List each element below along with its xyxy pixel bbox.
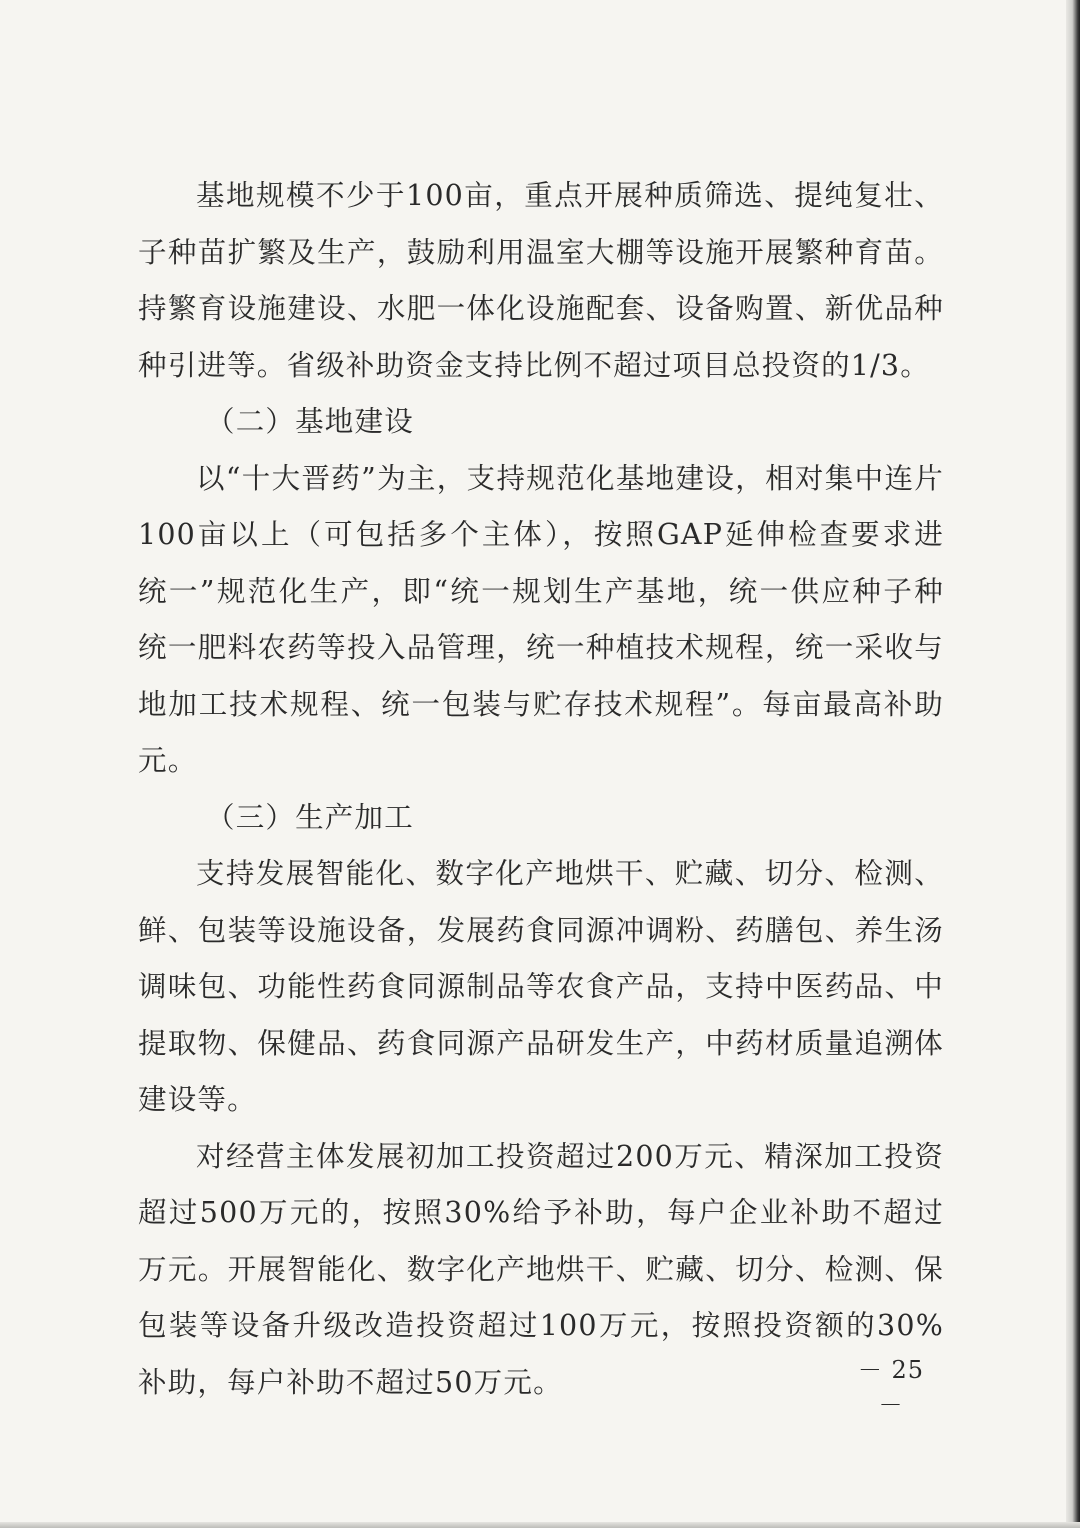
paragraph-line: 调味包、功能性药食同源制品等农食产品，支持中医药品、中: [138, 970, 944, 1003]
section-heading: （三）生产加工: [206, 800, 414, 834]
paragraph-line: 子种苗扩繁及生产，鼓励利用温室大棚等设施开展繁种育苗。: [138, 235, 944, 269]
scan-bottom-edge: [0, 1522, 1080, 1528]
paragraph-line: 元。: [138, 744, 198, 777]
paragraph-line: 地加工技术规程、统一包装与贮存技术规程”。每亩最高补助: [138, 687, 944, 721]
paragraph-line: 提取物、保健品、药食同源产品研发生产，中药材质量追溯体: [138, 1026, 944, 1060]
paragraph-line: 超过500万元的，按照30%给予补助，每户企业补助不超过: [138, 1196, 944, 1229]
paragraph-line: 持繁育设施建设、水肥一体化设施配套、设备购置、新优品种: [138, 292, 944, 325]
paragraph-line: 万元。开展智能化、数字化产地烘干、贮藏、切分、检测、保: [138, 1252, 944, 1286]
body-text: [138, 168, 944, 1411]
section-heading: （二）基地建设: [206, 405, 414, 438]
paragraph-line: 统一肥料农药等投入品管理，统一种植技术规程，统一采收与: [138, 631, 944, 664]
paragraph-line: 以“十大晋药”为主，支持规范化基地建设，相对集中连片: [196, 461, 944, 495]
paragraph-line: 包装等设备升级改造投资超过100万元，按照投资额的30%: [138, 1309, 944, 1342]
paragraph-line: 鲜、包装等设施设备，发展药食同源冲调粉、药膳包、养生汤: [138, 913, 944, 947]
scan-edge-shadow: [1066, 0, 1080, 1528]
page-number: － 25 －: [857, 1356, 925, 1419]
paragraph-line: 支持发展智能化、数字化产地烘干、贮藏、切分、检测、: [196, 857, 944, 890]
paragraph-line: 基地规模不少于100亩，重点开展种质筛选、提纯复壮、: [196, 179, 944, 212]
paragraph-line: 种引进等。省级补助资金支持比例不超过项目总投资的1/3。: [138, 348, 930, 382]
paragraph-line: 统一”规范化生产，即“统一规划生产基地，统一供应种子种: [138, 574, 944, 608]
paragraph-line: 100亩以上（可包括多个主体），按照GAP延伸检查要求进: [138, 518, 944, 551]
paragraph-line: 对经营主体发展初加工投资超过200万元、精深加工投资: [196, 1139, 944, 1173]
paragraph-line: 补助，每户补助不超过50万元。: [138, 1365, 563, 1399]
paragraph-line: 建设等。: [138, 1083, 257, 1116]
